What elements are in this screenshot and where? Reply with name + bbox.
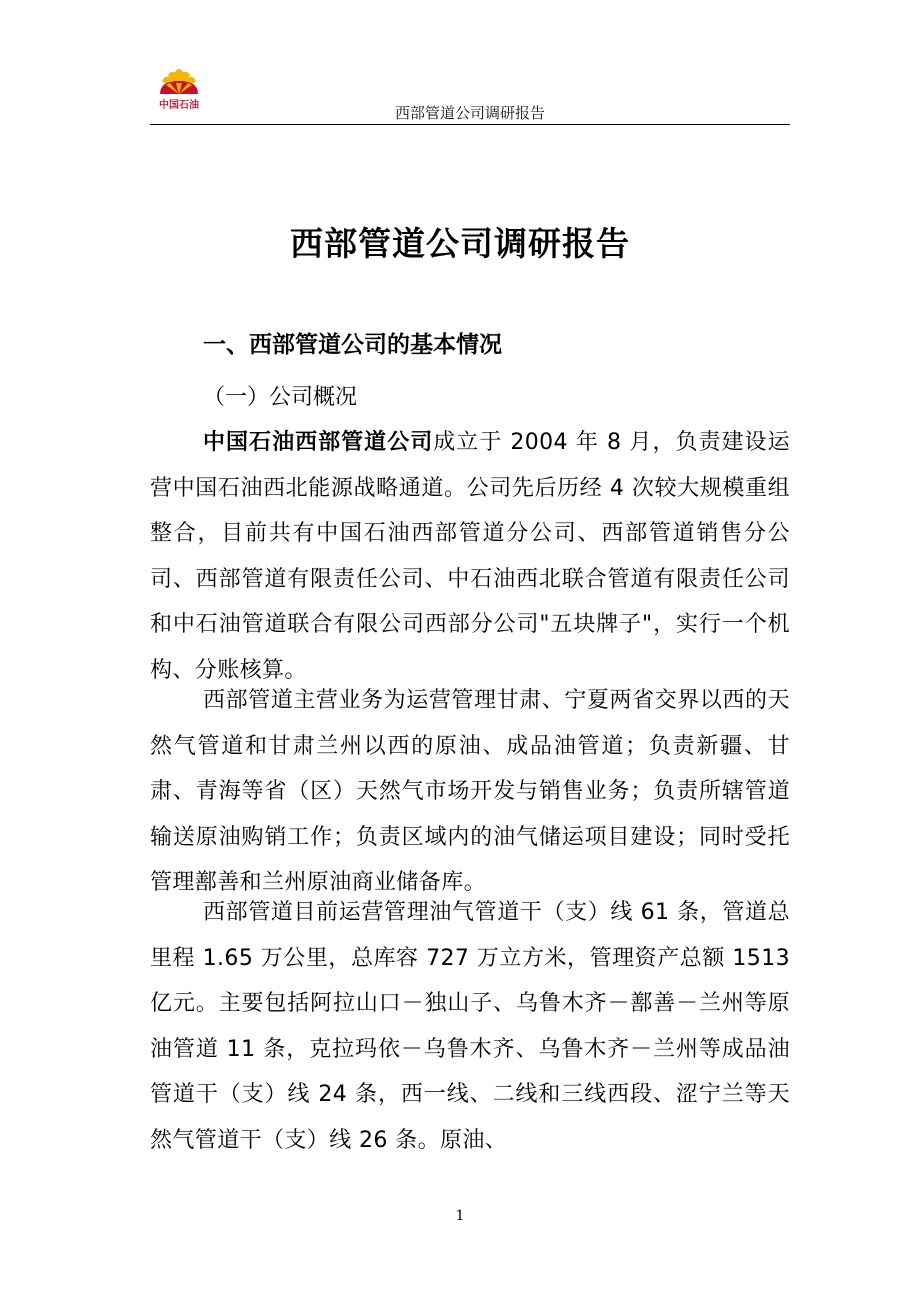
page-number: 1 bbox=[455, 1208, 465, 1224]
page-header bbox=[150, 60, 790, 124]
header-divider bbox=[150, 124, 790, 125]
paragraph-text: 成立于 2004 年 8 月，负责建设运营中国石油西北能源战略通道。公司先后历经 4 次较大规模重组整合，目前共有中国石油西部管道分公司、西部管道销售分公司、西部管道有限责任公司、中石油西北联合管道有限责任公司和中石油管道联合有限公司西部分公司"五块牌子"，实行一个机构、分账核算。 bbox=[150, 430, 790, 683]
company-name: 中国石油西部管道公司 bbox=[203, 430, 434, 455]
logo-wordmark: 中国石油 bbox=[159, 100, 199, 111]
header-title: 西部管道公司调研报告 bbox=[394, 104, 545, 122]
paragraph-company-overview bbox=[150, 420, 790, 693]
cnpc-logo-icon bbox=[156, 64, 202, 100]
section-heading: 一、西部管道公司的基本情况 bbox=[203, 332, 502, 358]
document-title: 西部管道公司调研报告 bbox=[290, 224, 630, 263]
paragraph-main-business: 西部管道主营业务为运营管理甘肃、宁夏两省交界以西的天然气管道和甘肃兰州以西的原油、成品油管道；负责新疆、甘肃、青海等省（区）天然气市场开发与销售业务；负责所辖管道输送原油购销工作；负责区域内的油气储运项目建设；同时受托管理鄯善和兰州原油商业储备库。 bbox=[150, 688, 790, 895]
subsection-heading: （一）公司概况 bbox=[203, 385, 358, 410]
paragraph-pipeline-stats: 西部管道目前运营管理油气管道干（支）线 61 条，管道总里程 1.65 万公里，总库容 727 万立方米，管理资产总额 1513 亿元。主要包括阿拉山口－独山子、乌鲁木齐－鄯善－兰州等原油管道 11 条，克拉玛依－乌鲁木齐、乌鲁木齐－兰州等成品油管道干（支）线 24 条，西一线、二线和三线西段、涩宁兰等天然气管道干（支）线 26 条。原油、 bbox=[150, 900, 790, 1153]
